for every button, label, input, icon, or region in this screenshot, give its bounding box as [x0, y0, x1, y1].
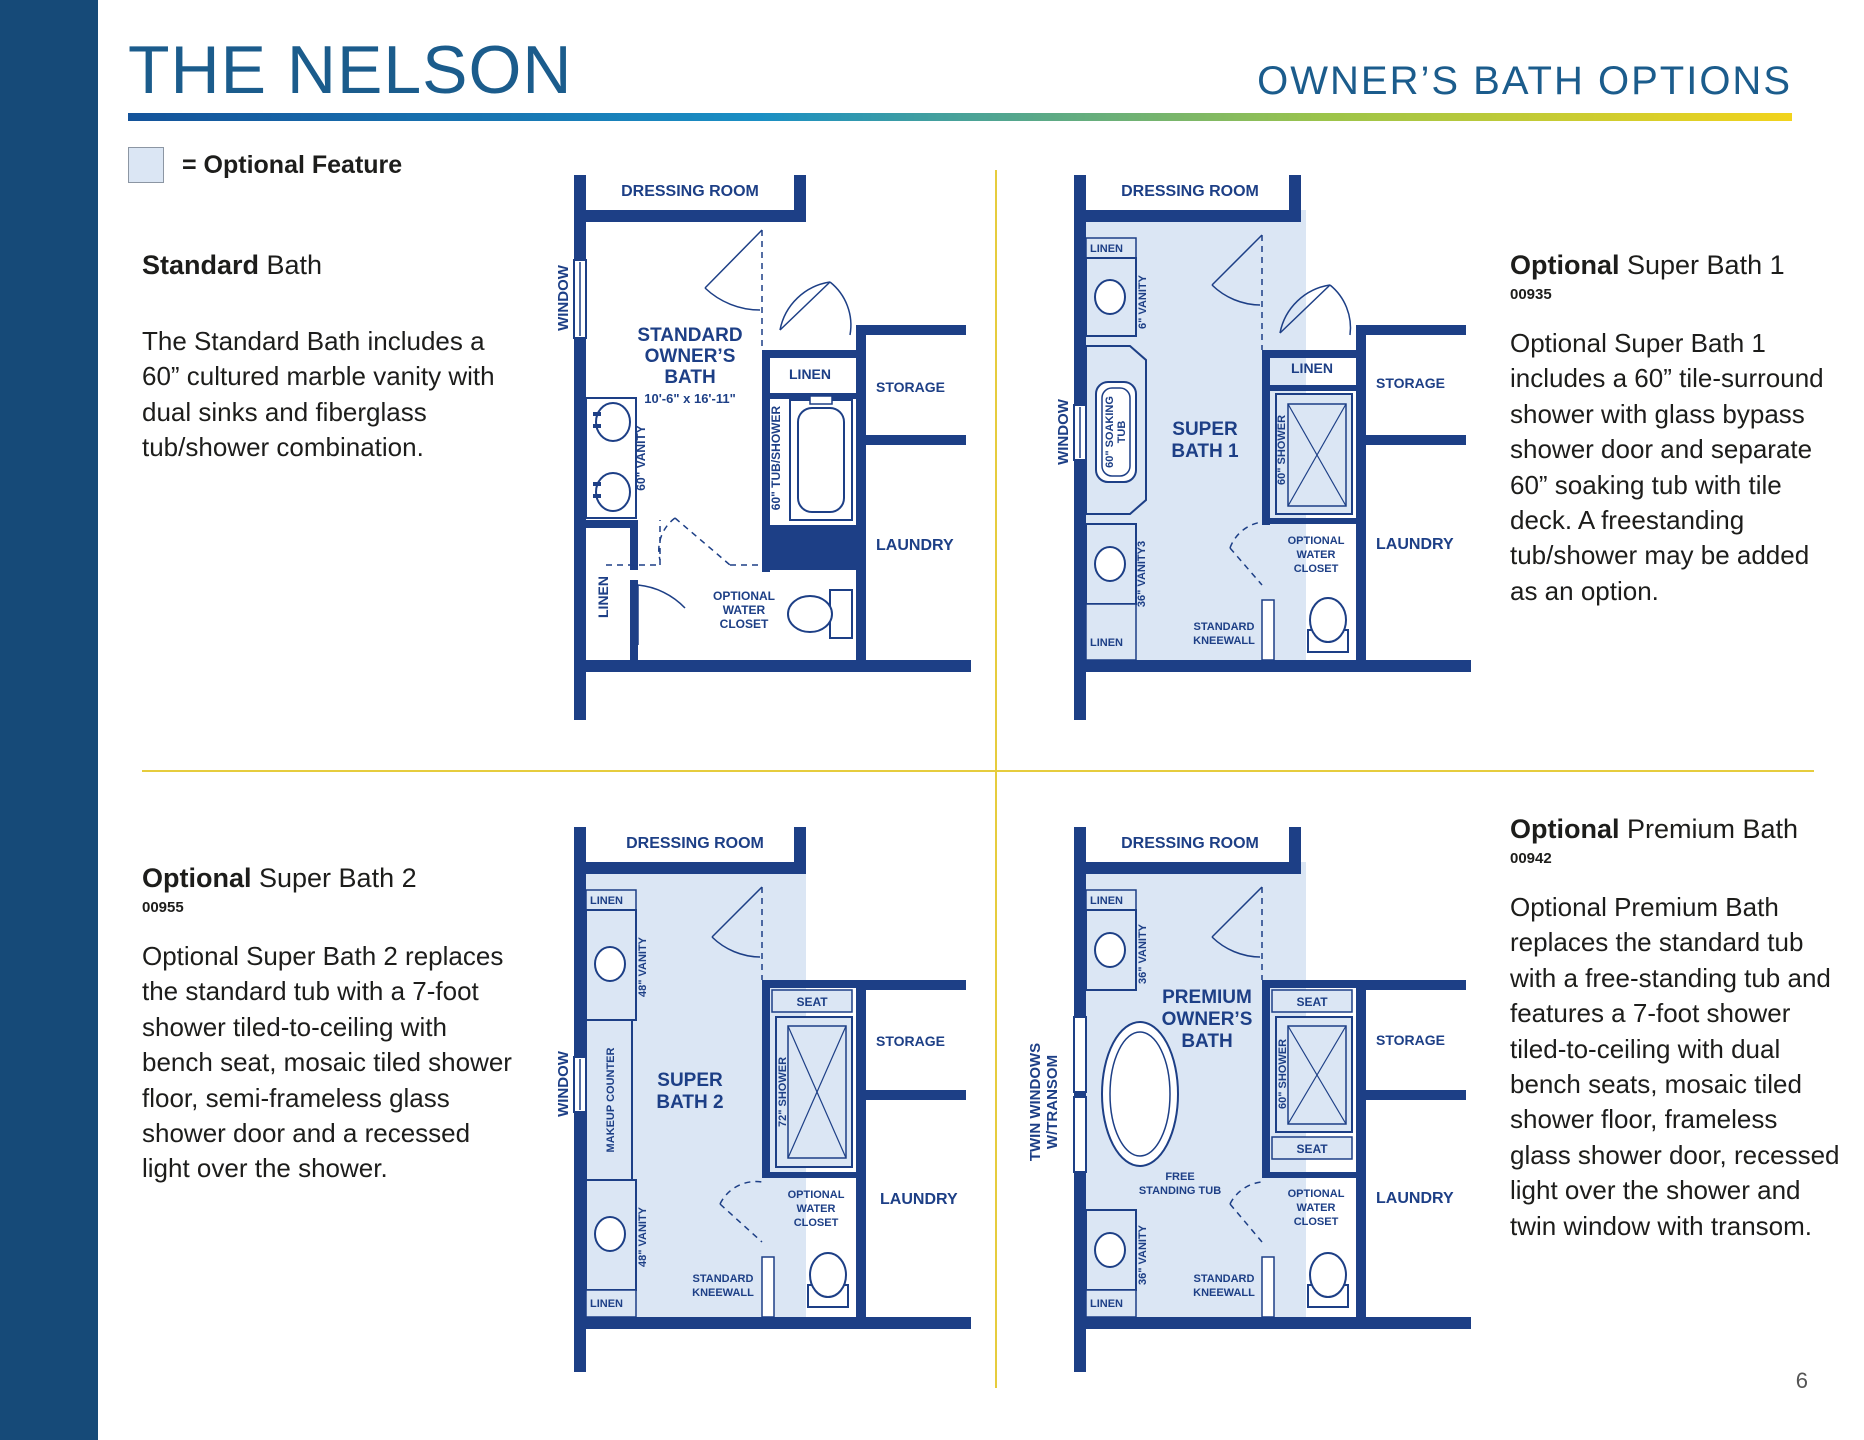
title-bold: Standard [142, 250, 260, 280]
super-bath-1-title [1510, 248, 1840, 282]
window-label: WINDOW [1055, 399, 1072, 465]
vanity-label: 36" VANITY [1137, 923, 1149, 985]
linen-label: LINEN [590, 1298, 623, 1310]
standard-bath-code [142, 286, 522, 304]
free-standing-tub-label: FREE [1165, 1171, 1195, 1183]
laundry-label: LAUNDRY [1376, 1190, 1454, 1207]
room-label: OWNER’S [644, 346, 736, 367]
premium-bath-floorplan [1027, 812, 1460, 1382]
water-closet-label: WATER [1296, 1202, 1336, 1214]
seat-label: SEAT [1296, 995, 1328, 1009]
soaking-tub-label: 60" SOAKING [1104, 396, 1116, 468]
title-bold: Optional [142, 863, 252, 893]
kneewall-label: STANDARD [1193, 1273, 1255, 1285]
standard-bath-body: The Standard Bath includes a 60” cultured marble vanity with dual sinks and fiberglass tub/shower combination. [142, 326, 495, 463]
linen-side-label: LINEN [595, 576, 611, 618]
page-subtitle: OWNER’S BATH OPTIONS [1257, 59, 1792, 103]
premium-bath-title [1510, 812, 1840, 846]
vanity-label: 36" VANITY3 [1136, 540, 1148, 608]
premium-bath-text [1510, 812, 1840, 1244]
horizontal-divider [142, 770, 1814, 772]
laundry-label: LAUNDRY [1376, 536, 1454, 553]
vanity-label: 48" VANITY [637, 936, 649, 998]
water-closet-label: WATER [1296, 549, 1336, 561]
dressing-room-label: DRESSING ROOM [621, 183, 759, 200]
linen-label: LINEN [1291, 360, 1333, 376]
room-label: SUPER [1172, 419, 1238, 440]
water-closet-label: CLOSET [719, 617, 769, 631]
water-closet-label: OPTIONAL [713, 589, 775, 603]
left-accent-bar [0, 0, 98, 1440]
super-bath-1-code: 00935 [1510, 286, 1552, 303]
premium-bath-body: Optional Premium Bath replaces the standard tub with a free-standing tub and features a 7-foot shower tiled-to-ceiling with dual bench seats, mosaic tiled shower floor, frameless glass shower door, recessed light over the shower and twin window with transom. [1510, 892, 1840, 1241]
water-closet-label: WATER [796, 1203, 836, 1215]
water-closet-label: CLOSET [793, 1217, 839, 1229]
dressing-room-label: DRESSING ROOM [626, 835, 764, 852]
kneewall-label: KNEEWALL [1193, 1287, 1255, 1299]
super-bath-1-floorplan [1040, 160, 1460, 730]
standard-bath-text [142, 248, 522, 466]
shower-label: 72" SHOWER [777, 1056, 789, 1128]
kneewall-label: KNEEWALL [1193, 635, 1255, 647]
header-gradient-rule [128, 113, 1792, 121]
kneewall-label: KNEEWALL [692, 1287, 754, 1299]
dressing-room-label: DRESSING ROOM [1121, 835, 1259, 852]
linen-label: LINEN [1090, 637, 1123, 649]
legend [128, 146, 402, 184]
window-label: TWIN WINDOWS [1027, 1042, 1044, 1162]
seat-label: SEAT [1296, 1142, 1328, 1156]
vanity-label: 6" VANITY [1137, 275, 1149, 329]
water-closet-label: CLOSET [1293, 1216, 1339, 1228]
linen-label: LINEN [1090, 1298, 1123, 1310]
room-label: BATH 1 [1171, 441, 1239, 462]
seat-label: SEAT [796, 995, 828, 1009]
storage-label: STORAGE [876, 379, 945, 395]
water-closet-label: OPTIONAL [1287, 1188, 1345, 1200]
vanity-label: 48" VANITY [637, 1206, 649, 1268]
title-bold: Optional [1510, 814, 1620, 844]
standard-bath-floorplan [540, 160, 960, 730]
kneewall-label: STANDARD [692, 1273, 754, 1285]
super-bath-1-text [1510, 248, 1840, 609]
standard-bath-title [142, 248, 522, 282]
makeup-counter-label: MAKEUP COUNTER [605, 1047, 617, 1153]
shower-label: 60" SHOWER [1276, 414, 1288, 486]
page-title: THE NELSON [128, 32, 573, 108]
room-dimensions: 10'-6" x 16'-11" [644, 391, 736, 406]
water-closet-label: CLOSET [1293, 563, 1339, 575]
laundry-label: LAUNDRY [880, 1191, 958, 1208]
room-label: BATH 2 [656, 1092, 724, 1113]
storage-label: STORAGE [1376, 1032, 1445, 1048]
dressing-room-label: DRESSING ROOM [1121, 183, 1259, 200]
super-bath-2-code: 00955 [142, 899, 184, 916]
linen-label: LINEN [789, 366, 831, 382]
super-bath-2-body: Optional Super Bath 2 replaces the standard tub with a 7-foot shower tiled-to-ceiling with bench seat, mosaic tiled shower floor, semi-frameless glass shower door and a recessed light over the shower. [142, 941, 512, 1184]
linen-label: LINEN [590, 895, 623, 907]
kneewall-label: STANDARD [1193, 621, 1255, 633]
water-closet-label: OPTIONAL [787, 1189, 845, 1201]
title-rest: Super Bath 1 [1619, 250, 1785, 280]
water-closet-label: OPTIONAL [1287, 535, 1345, 547]
window-label: W/TRANSOM [1044, 1054, 1061, 1150]
vanity-label: 60" VANITY [634, 425, 648, 491]
tub-shower-label: 60" TUB/SHOWER [769, 405, 783, 511]
super-bath-2-text [142, 861, 512, 1187]
vanity-label: 36" VANITY [1137, 1224, 1149, 1286]
title-bold: Optional [1510, 250, 1620, 280]
linen-label: LINEN [1090, 243, 1123, 255]
room-label: STANDARD [637, 325, 743, 346]
laundry-label: LAUNDRY [876, 537, 954, 554]
super-bath-2-title [142, 861, 512, 895]
title-rest: Premium Bath [1619, 814, 1799, 844]
room-label: PREMIUM [1162, 987, 1252, 1008]
vertical-divider [995, 170, 997, 1388]
room-label: OWNER’S [1161, 1009, 1253, 1030]
water-closet-label: WATER [722, 603, 766, 617]
room-label: BATH [664, 367, 716, 388]
legend-label: = Optional Feature [182, 150, 403, 179]
linen-label: LINEN [1090, 895, 1123, 907]
premium-bath-code: 00942 [1510, 850, 1552, 867]
shower-label: 60" SHOWER [1277, 1038, 1289, 1110]
legend-swatch [128, 147, 164, 183]
storage-label: STORAGE [1376, 375, 1445, 391]
room-label: SUPER [657, 1070, 723, 1091]
title-rest: Super Bath 2 [251, 863, 417, 893]
storage-label: STORAGE [876, 1033, 945, 1049]
free-standing-tub-label: STANDING TUB [1138, 1185, 1222, 1197]
window-label: WINDOW [555, 265, 572, 331]
soaking-tub-label: TUB [1116, 420, 1128, 444]
room-label: BATH [1181, 1031, 1233, 1052]
super-bath-2-floorplan [540, 812, 960, 1382]
super-bath-1-body: Optional Super Bath 1 includes a 60” tile-surround shower with glass bypass shower door and separate 60” soaking tub with tile deck. A freestanding tub/shower may be added as an option. [1510, 328, 1824, 606]
window-label: WINDOW [555, 1051, 572, 1117]
page-number: 6 [1795, 1368, 1808, 1393]
title-rest: Bath [259, 250, 323, 280]
